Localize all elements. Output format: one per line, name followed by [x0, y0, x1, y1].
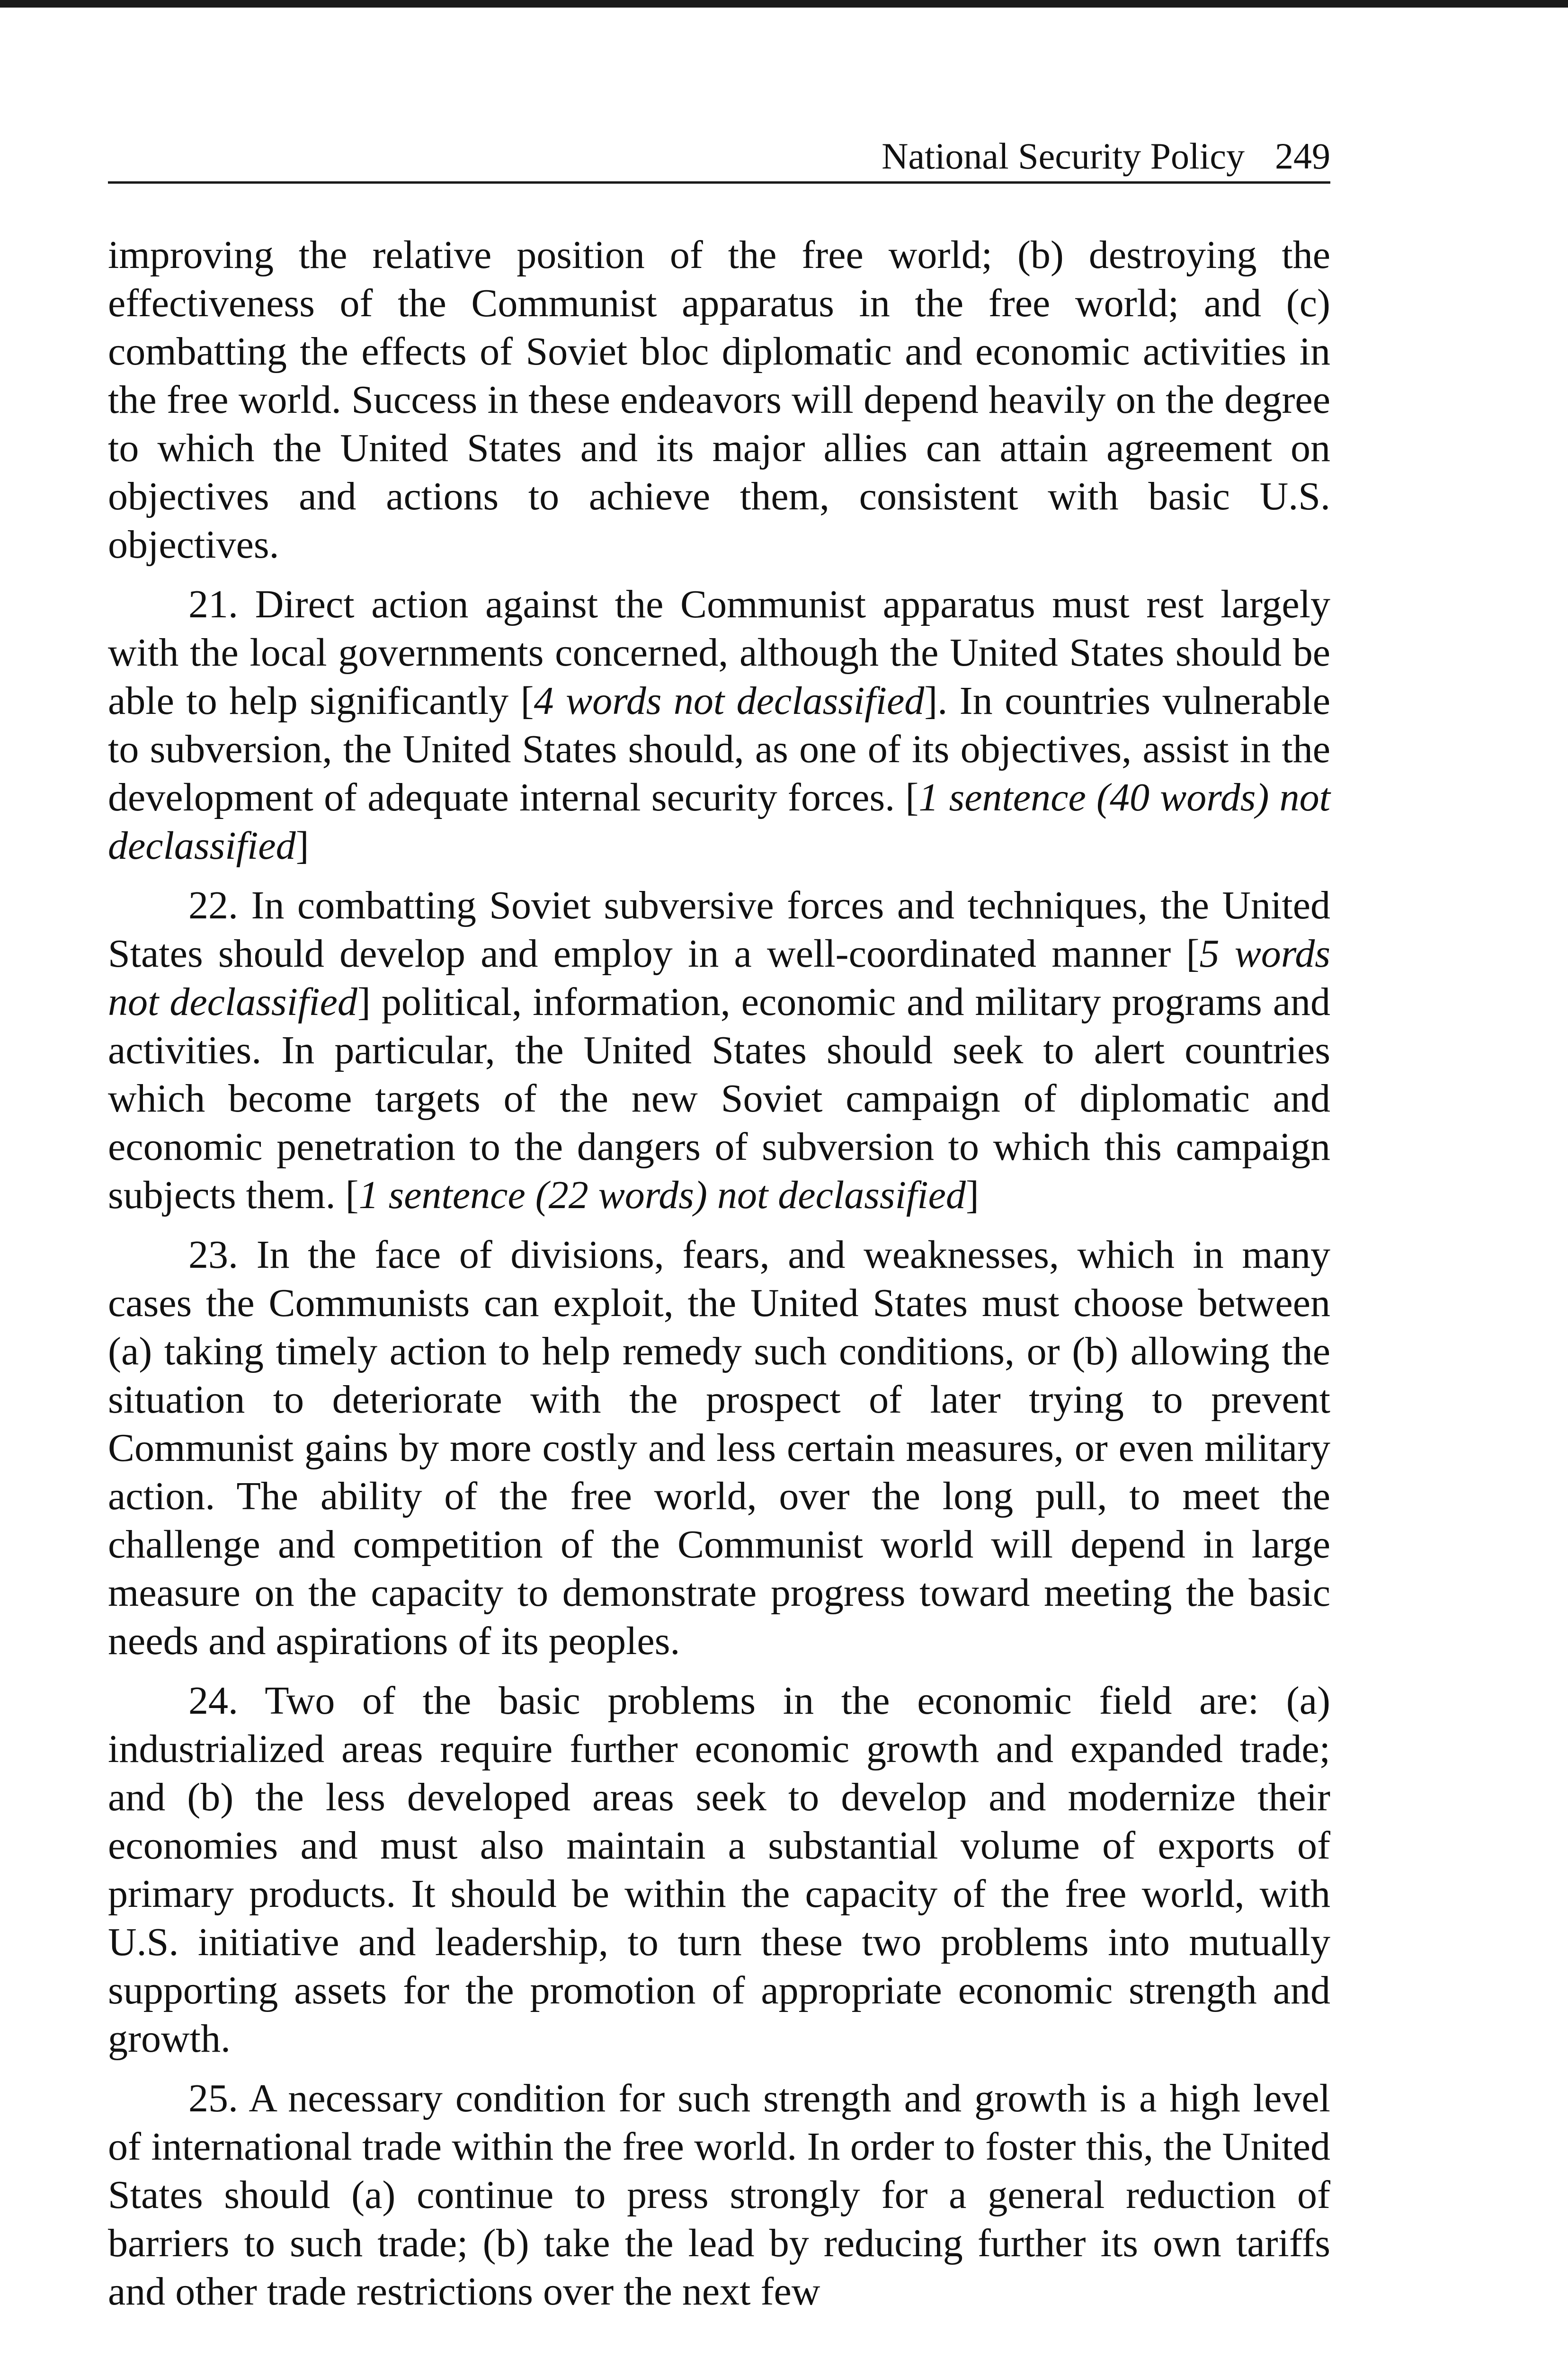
paragraph-continued: improving the relative position of the free world; (b) destroying the effectiveness of the Communist apparatus in the free world; and (c) combatting the effects of Soviet bloc diplomatic and economic activities in the free world. Success in these endeavors will depend heavily on the degree to which the United States and its major allies can attain agreement on objectives and actions to achieve them, consistent with basic U.S. objectives.	[108, 233, 1330, 567]
page-number: 249	[1275, 135, 1330, 177]
paragraph-21-text-a: 21. Direct action against the Communist apparatus must rest largely with the local governments concerned, although the United States should be able to help significantly [	[108, 582, 1330, 723]
redaction-note-5-words: 5 words not declassified	[108, 932, 1330, 1024]
paragraph-21-text-c: ]. In countries vulnerable to subversion, the United States should, as one of its objectives, assist in the development of adequate internal security forces. [	[108, 679, 1330, 819]
running-title: National Security Policy	[882, 135, 1245, 177]
page-body	[108, 231, 1330, 2316]
paragraph-22	[108, 881, 1330, 1219]
paragraph-25: 25. A necessary condition for such strength and growth is a high level of international trade within the free world. In order to foster this, the United States should (a) continue to press strongly for a general reduction of barriers to such trade; (b) take the lead by reducing further its own tariffs and other trade restrictions over the next few	[108, 2076, 1330, 2314]
paragraph-22-text-a: 22. In combatting Soviet subversive forces and techniques, the United States should develop and employ in a well-coordinated manner [	[108, 883, 1330, 976]
paragraph-24: 24. Two of the basic problems in the economic field are: (a) industrialized areas require further economic growth and expanded trade; and (b) the less developed areas seek to develop and modernize their economies and must also maintain a substantial volume of exports of primary products. It should be within the capacity of the free world, with U.S. initiative and leadership, to turn these two problems into mutually supporting assets for the promotion of appropriate economic strength and growth.	[108, 1679, 1330, 2061]
paragraph-21-text-e: ]	[295, 824, 309, 868]
paragraph-22-text-e: ]	[965, 1173, 979, 1217]
paragraph-21	[108, 580, 1330, 870]
paragraph-22-text-c: ] political, information, economic and military programs and activities. In particular, the United States should seek to alert countries which become targets of the new Soviet campaign of diplomatic and economic penetration to the dangers of subversion to which this campaign subjects them. [	[108, 980, 1330, 1217]
redaction-note-4-words: 4 words not declassified	[534, 679, 925, 723]
running-head	[108, 132, 1330, 184]
redaction-note-22-words: 1 sentence (22 words) not declassified	[358, 1173, 966, 1217]
paragraph-23: 23. In the face of divisions, fears, and weaknesses, which in many cases the Communists can exploit, the United States must choose between (a) taking timely action to help remedy such conditions, or (b) allowing the situation to deteriorate with the prospect of later trying to prevent Communist gains by more costly and less certain measures, or even military action. The ability of the free world, over the long pull, to meet the challenge and competition of the Communist world will depend in large measure on the capacity to demonstrate progress toward meeting the basic needs and aspirations of its peoples.	[108, 1233, 1330, 1663]
top-edge-rule	[0, 0, 1568, 8]
redaction-note-40-words: 1 sentence (40 words) not declassified	[108, 775, 1331, 868]
